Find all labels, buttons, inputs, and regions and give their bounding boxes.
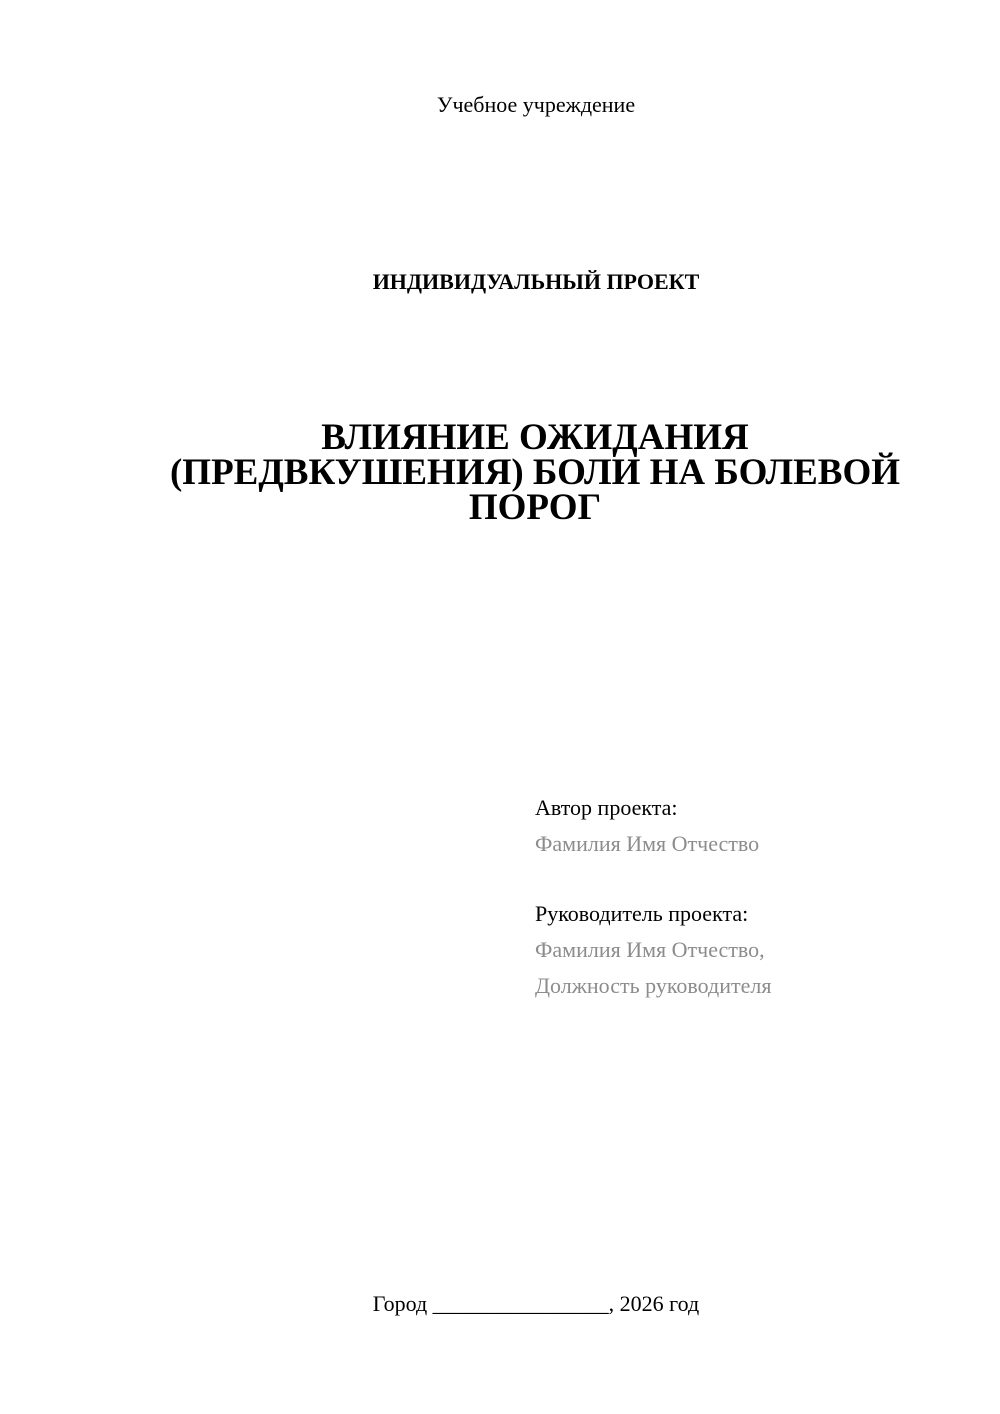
title-line: ПОРОГ — [468, 487, 602, 528]
title-line: ВЛИЯНИЕ ОЖИДАНИЯ — [321, 417, 749, 458]
institution-name: Учебное учреждение — [436, 92, 636, 117]
supervisor-position: Должность руководителя — [535, 973, 772, 998]
city-year-line: Город ________________, 2026 год — [372, 1291, 700, 1316]
supervisor-name: Фамилия Имя Отчество, — [535, 937, 765, 962]
supervisor-label: Руководитель проекта: — [535, 901, 749, 926]
project-info-block — [535, 790, 771, 1004]
project-title — [130, 417, 940, 528]
author-label: Автор проекта: — [535, 795, 678, 820]
document-type: ИНДИВИДУАЛЬНЫЙ ПРОЕКТ — [372, 269, 700, 294]
author-name: Фамилия Имя Отчество — [535, 831, 760, 856]
spacer — [535, 862, 771, 896]
title-line: (ПРЕДВКУШЕНИЯ) БОЛИ НА БОЛЕВОЙ — [169, 452, 901, 493]
